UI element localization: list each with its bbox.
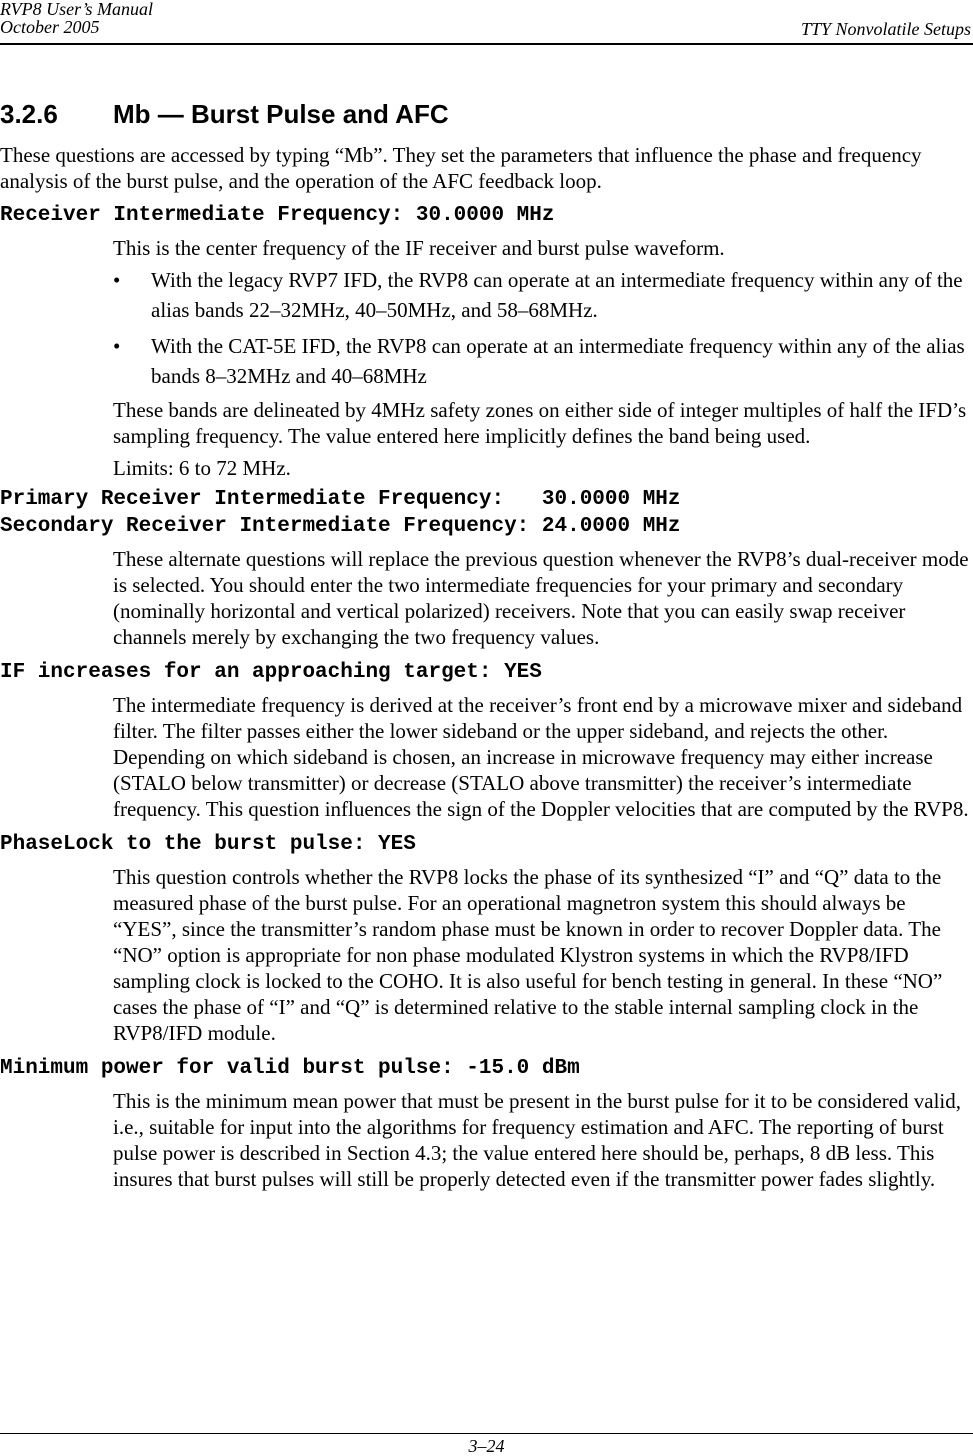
- chapter-title: TTY Nonvolatile Setups: [800, 19, 971, 39]
- question-receiver-if-desc: This is the center frequency of the IF receiver and burst pulse waveform.: [113, 236, 725, 260]
- manual-date: October 2005: [0, 17, 100, 37]
- question-if-increases: IF increases for an approaching target: YES: [0, 661, 542, 684]
- footer-rule: [0, 1433, 973, 1434]
- list-item-text: With the legacy RVP7 IFD, the RVP8 can operate at an intermediate frequency within any of the alias bands 22–32MHz, 40–50MHz, and 58–68MHz.: [151, 268, 963, 322]
- alias-band-list: [113, 265, 971, 391]
- header-rule: [0, 43, 973, 45]
- section-intro: These questions are accessed by typing “Mb”. They set the parameters that influence the phase and frequency analysis of the burst pulse, and the operation of the AFC feedback loop.: [0, 143, 922, 193]
- page-header-left: [0, 0, 153, 36]
- manual-title: RVP8 User’s Manual: [0, 0, 153, 19]
- section-title: Mb — Burst Pulse and AFC: [113, 99, 449, 129]
- bullet-icon: •: [113, 334, 121, 358]
- question-dual-if-desc: These alternate questions will replace the previous question whenever the RVP8’s dual-receiver mode is selected. You should enter the two intermediate frequencies for your primary and secondary (nominally horizontal and vertical polarized) receivers. Note that you can easily swap receiver channels merely by exchanging the two frequency values.: [113, 547, 969, 649]
- bullet-icon: •: [113, 268, 121, 292]
- question-secondary-if: Secondary Receiver Intermediate Frequency: 24.0000 MHz: [0, 515, 681, 538]
- list-item: [113, 331, 971, 391]
- question-receiver-if-desc-2: These bands are delineated by 4MHz safety zones on either side of integer multiples of half the IFD’s sampling frequency. The value entered here implicitly defines the band being used.: [113, 398, 967, 448]
- question-receiver-if-limits: Limits: 6 to 72 MHz.: [113, 456, 291, 480]
- question-receiver-if: Receiver Intermediate Frequency: 30.0000 MHz: [0, 204, 555, 227]
- question-phaselock: PhaseLock to the burst pulse: YES: [0, 833, 416, 856]
- question-primary-if: Primary Receiver Intermediate Frequency: 30.0000 MHz: [0, 488, 681, 511]
- page-number: 3–24: [468, 1436, 505, 1456]
- question-if-increases-desc: The intermediate frequency is derived at the receiver’s front end by a microwave mixer and sideband filter. The filter passes either the lower sideband or the upper sideband, and rejects the other. Depending on which sideband is chosen, an increase in microwave frequency may either increase (STALO below transmitter) or decrease (STALO above transmitter) the receiver’s intermediate frequency. This question influences the sign of the Doppler velocities that are computed by the RVP8.: [113, 693, 969, 821]
- section-heading: [0, 97, 971, 131]
- question-phaselock-desc: This question controls whether the RVP8 locks the phase of its synthesized “I” and “Q” data to the measured phase of the burst pulse. For an operational magnetron system this should always be “YES”, since the transmitter’s random phase must be known in order to recover Doppler data. The “NO” option is appropriate for non phase modulated Klystron systems in which the RVP8/IFD sampling clock is locked to the COHO. It is also useful for bench testing in general. In these “NO” cases the phase of “I” and “Q” is determined relative to the stable internal sampling clock in the RVP8/IFD module.: [113, 865, 943, 1045]
- page-body: [0, 97, 971, 1192]
- question-min-power: Minimum power for valid burst pulse: -15.0 dBm: [0, 1057, 580, 1080]
- section-number: 3.2.6: [0, 99, 58, 129]
- list-item: [113, 265, 971, 325]
- question-min-power-desc: This is the minimum mean power that must be present in the burst pulse for it to be considered valid, i.e., suitable for input into the algorithms for frequency estimation and AFC. The reporting of burst pulse power is described in Section 4.3; the value entered here should be, perhaps, 8 dB less. This insures that burst pulses will still be properly detected even if the transmitter power fades slightly.: [113, 1089, 961, 1191]
- list-item-text: With the CAT-5E IFD, the RVP8 can operate at an intermediate frequency within any of the alias bands 8–32MHz and 40–68MHz: [151, 334, 965, 388]
